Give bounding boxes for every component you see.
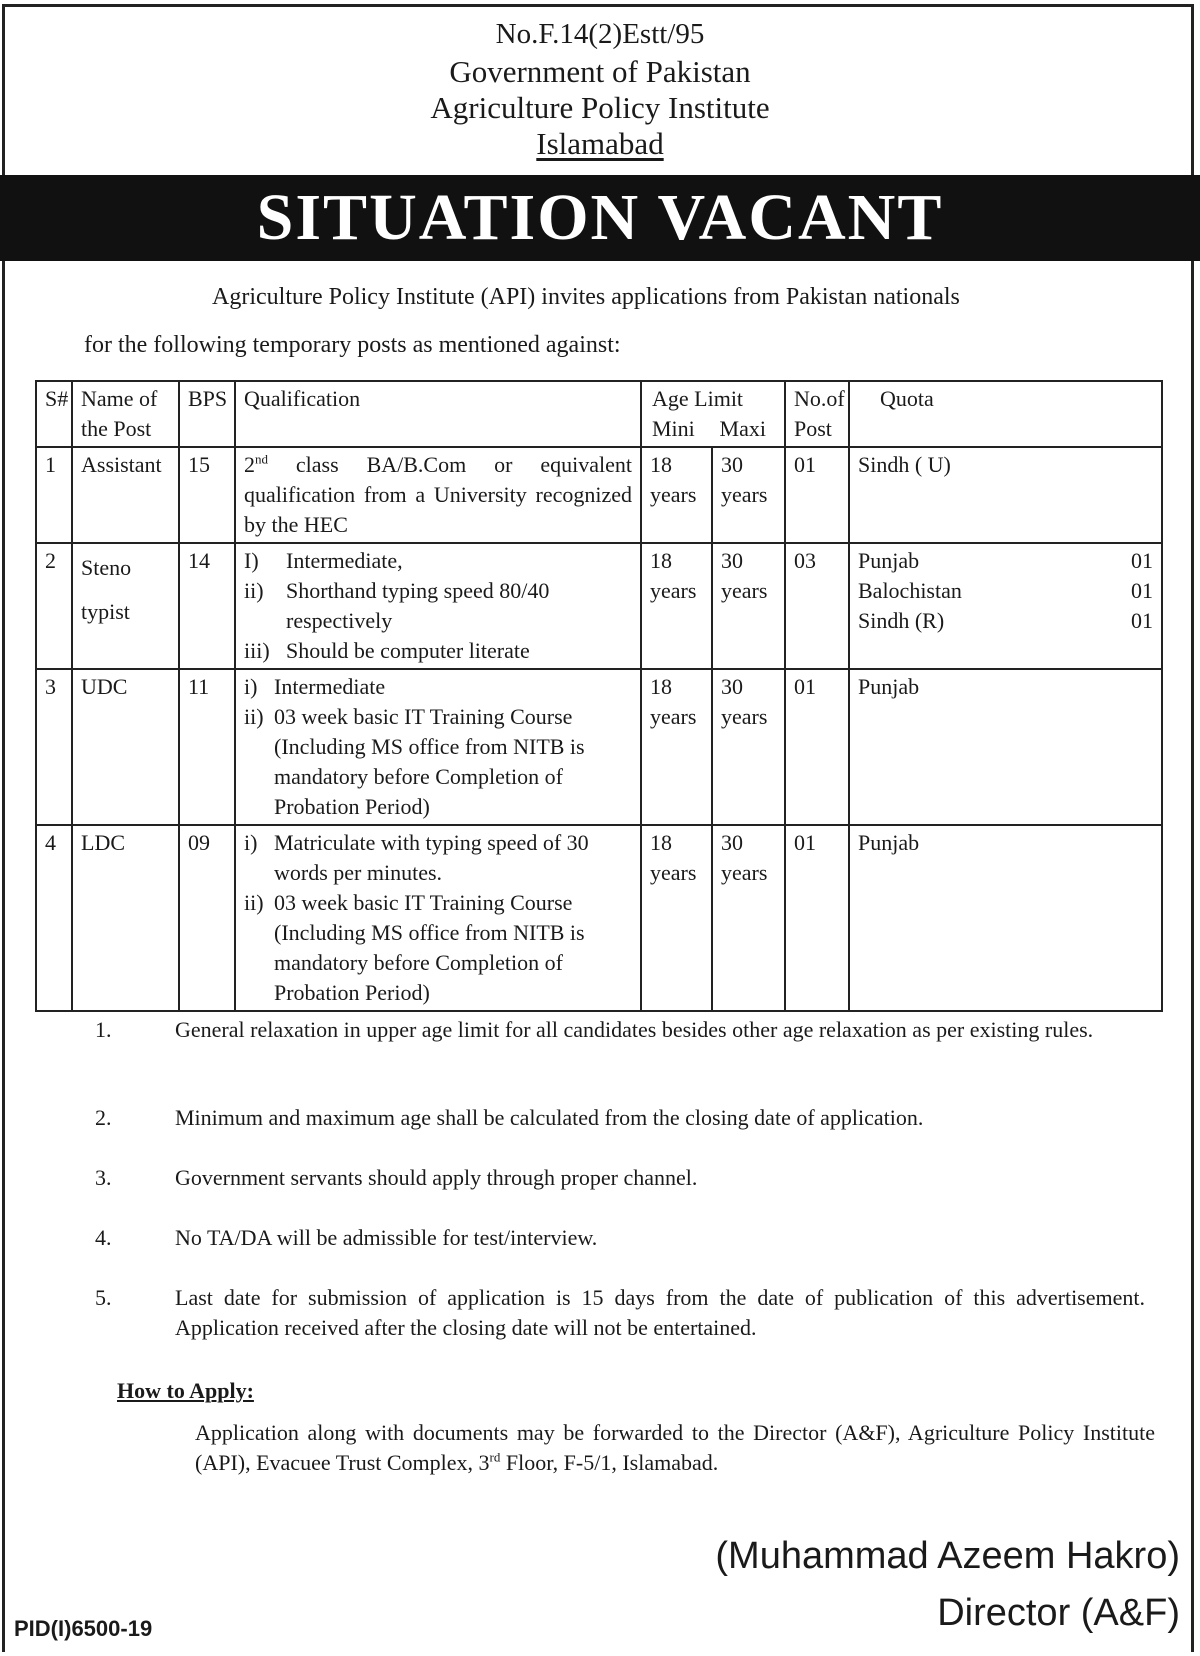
header-name: Name of the Post (72, 381, 179, 447)
qual-marker: I) (244, 548, 259, 573)
note-number: 2. (95, 1105, 112, 1130)
how-to-apply-text (195, 1418, 1155, 1478)
qual-item (244, 702, 632, 822)
cell-qualification (235, 669, 641, 825)
cell-quota: Sindh ( U) (849, 447, 1162, 543)
note-number: 3. (95, 1165, 112, 1190)
how-to-apply-text-end: Floor, F-5/1, Islamabad. (500, 1450, 719, 1475)
qual-marker: i) (244, 830, 258, 855)
cell-qualification (235, 543, 641, 669)
qual-item-text: Should be computer literate (286, 638, 530, 663)
cell-no-of-post: 03 (785, 543, 849, 669)
header-city-text: Islamabad (536, 126, 664, 161)
note-number: 5. (95, 1285, 112, 1310)
cell-post-name: Steno typist (72, 543, 179, 669)
signatory-name: (Muhammad Azeem Hakro) (715, 1535, 1180, 1577)
age-limit-label: Age Limit (652, 386, 744, 411)
qual-marker: iii) (244, 638, 270, 663)
qual-marker: i) (244, 674, 258, 699)
header-quota: Quota (849, 381, 1162, 447)
vacancy-table (35, 380, 1163, 1012)
header-qualification: Qualification (235, 381, 641, 447)
intro-line-1: Agriculture Policy Institute (API) invites applications from Pakistan nationals (212, 284, 960, 310)
header-mini: Mini (652, 416, 695, 441)
table-row (36, 543, 1162, 669)
header-government: Government of Pakistan (449, 54, 751, 89)
qual-item-text: Matriculate with typing speed of 30 words per minutes. (274, 830, 589, 885)
qual-text: class BA/B.Com or equivalent qualification from a University recognized by the HEC (244, 452, 632, 537)
how-to-apply-title: How to Apply: (117, 1378, 254, 1403)
quota-line (858, 576, 1153, 606)
cell-sn: 3 (36, 669, 72, 825)
cell-bps: 11 (179, 669, 235, 825)
note-text: Last date for submission of application is 15 days from the date of publication of this advertisement. Application received after the closing date will not be entertained. (175, 1285, 1145, 1340)
quota-region: Balochistan (858, 578, 962, 603)
qual-marker: ii) (244, 578, 264, 603)
cell-bps: 14 (179, 543, 235, 669)
qual-marker: ii) (244, 704, 264, 729)
qual-item-text: Shorthand typing speed 80/40 respectively (286, 578, 550, 633)
cell-age-maxi: 30 years (712, 825, 785, 1011)
cell-sn: 1 (36, 447, 72, 543)
qual-item (244, 672, 632, 702)
qual-item (244, 636, 632, 666)
cell-post-name: LDC (72, 825, 179, 1011)
cell-sn: 4 (36, 825, 72, 1011)
header-institute: Agriculture Policy Institute (430, 90, 770, 125)
qual-item-text: Intermediate, (286, 548, 403, 573)
header-bps: BPS (179, 381, 235, 447)
qual-item (244, 576, 632, 636)
cell-post-name: Assistant (72, 447, 179, 543)
cell-bps: 09 (179, 825, 235, 1011)
quota-count: 01 (1131, 548, 1153, 573)
note-text: No TA/DA will be admissible for test/interview. (175, 1225, 598, 1250)
cell-qualification (235, 447, 641, 543)
how-to-apply-sup: rd (489, 1449, 501, 1465)
quota-count: 01 (1131, 578, 1153, 603)
qual-item (244, 828, 632, 888)
header-sn: S# (36, 381, 72, 447)
header-maxi: Maxi (719, 416, 766, 441)
reference-number: No.F.14(2)Estt/95 (495, 18, 705, 50)
cell-bps: 15 (179, 447, 235, 543)
qual-item (244, 546, 632, 576)
header-no-of-post: No.of Post (785, 381, 849, 447)
cell-age-maxi: 30 years (712, 669, 785, 825)
table-row (36, 447, 1162, 543)
note-text: Minimum and maximum age shall be calculated from the closing date of application. (175, 1105, 924, 1130)
note-number: 1. (95, 1017, 112, 1042)
note-text: Government servants should apply through proper channel. (175, 1165, 698, 1190)
table-row (36, 669, 1162, 825)
cell-quota: Punjab (849, 825, 1162, 1011)
signatory-title: Director (A&F) (937, 1592, 1180, 1634)
quota-region: Sindh (R) (858, 608, 945, 633)
quota-line (858, 546, 1153, 576)
cell-no-of-post: 01 (785, 447, 849, 543)
cell-age-maxi: 30 years (712, 543, 785, 669)
cell-qualification (235, 825, 641, 1011)
note-text: General relaxation in upper age limit for all candidates besides other age relaxation as per existing rules. (175, 1017, 1094, 1042)
intro-line-2: for the following temporary posts as mentioned against: (84, 332, 621, 358)
cell-age-mini: 18 years (641, 447, 712, 543)
cell-age-mini: 18 years (641, 543, 712, 669)
situation-vacant-banner: SITUATION VACANT (0, 175, 1200, 261)
cell-post-name: UDC (72, 669, 179, 825)
quota-region: Punjab (858, 548, 920, 573)
quota-count: 01 (1131, 608, 1153, 633)
cell-sn: 2 (36, 543, 72, 669)
header-city (0, 126, 1200, 162)
table-header-row (36, 381, 1162, 447)
header-age-limit (641, 381, 785, 447)
note-number: 4. (95, 1225, 112, 1250)
cell-age-mini: 18 years (641, 669, 712, 825)
cell-quota (849, 543, 1162, 669)
qual-item-text: 03 week basic IT Training Course (Including MS office from NITB is mandatory before Completion of Probation Period) (274, 890, 585, 1005)
how-to-apply-text-main: Application along with documents may be forwarded to the Director (A&F), Agriculture Policy Institute (API), Evacuee Trust Complex, 3 (195, 1420, 1155, 1475)
qual-item (244, 888, 632, 1008)
qual-sup: nd (255, 451, 268, 467)
cell-no-of-post: 01 (785, 669, 849, 825)
cell-no-of-post: 01 (785, 825, 849, 1011)
quota-line (858, 606, 1153, 636)
qual-marker: ii) (244, 890, 264, 915)
cell-quota: Punjab (849, 669, 1162, 825)
cell-age-maxi: 30 years (712, 447, 785, 543)
qual-prefix: 2 (244, 452, 255, 477)
table-row (36, 825, 1162, 1011)
cell-age-mini: 18 years (641, 825, 712, 1011)
pid-number: PID(I)6500-19 (14, 1616, 153, 1641)
qual-item-text: Intermediate (274, 674, 386, 699)
qual-item-text: 03 week basic IT Training Course (Including MS office from NITB is mandatory before Completion of Probation Period) (274, 704, 585, 819)
